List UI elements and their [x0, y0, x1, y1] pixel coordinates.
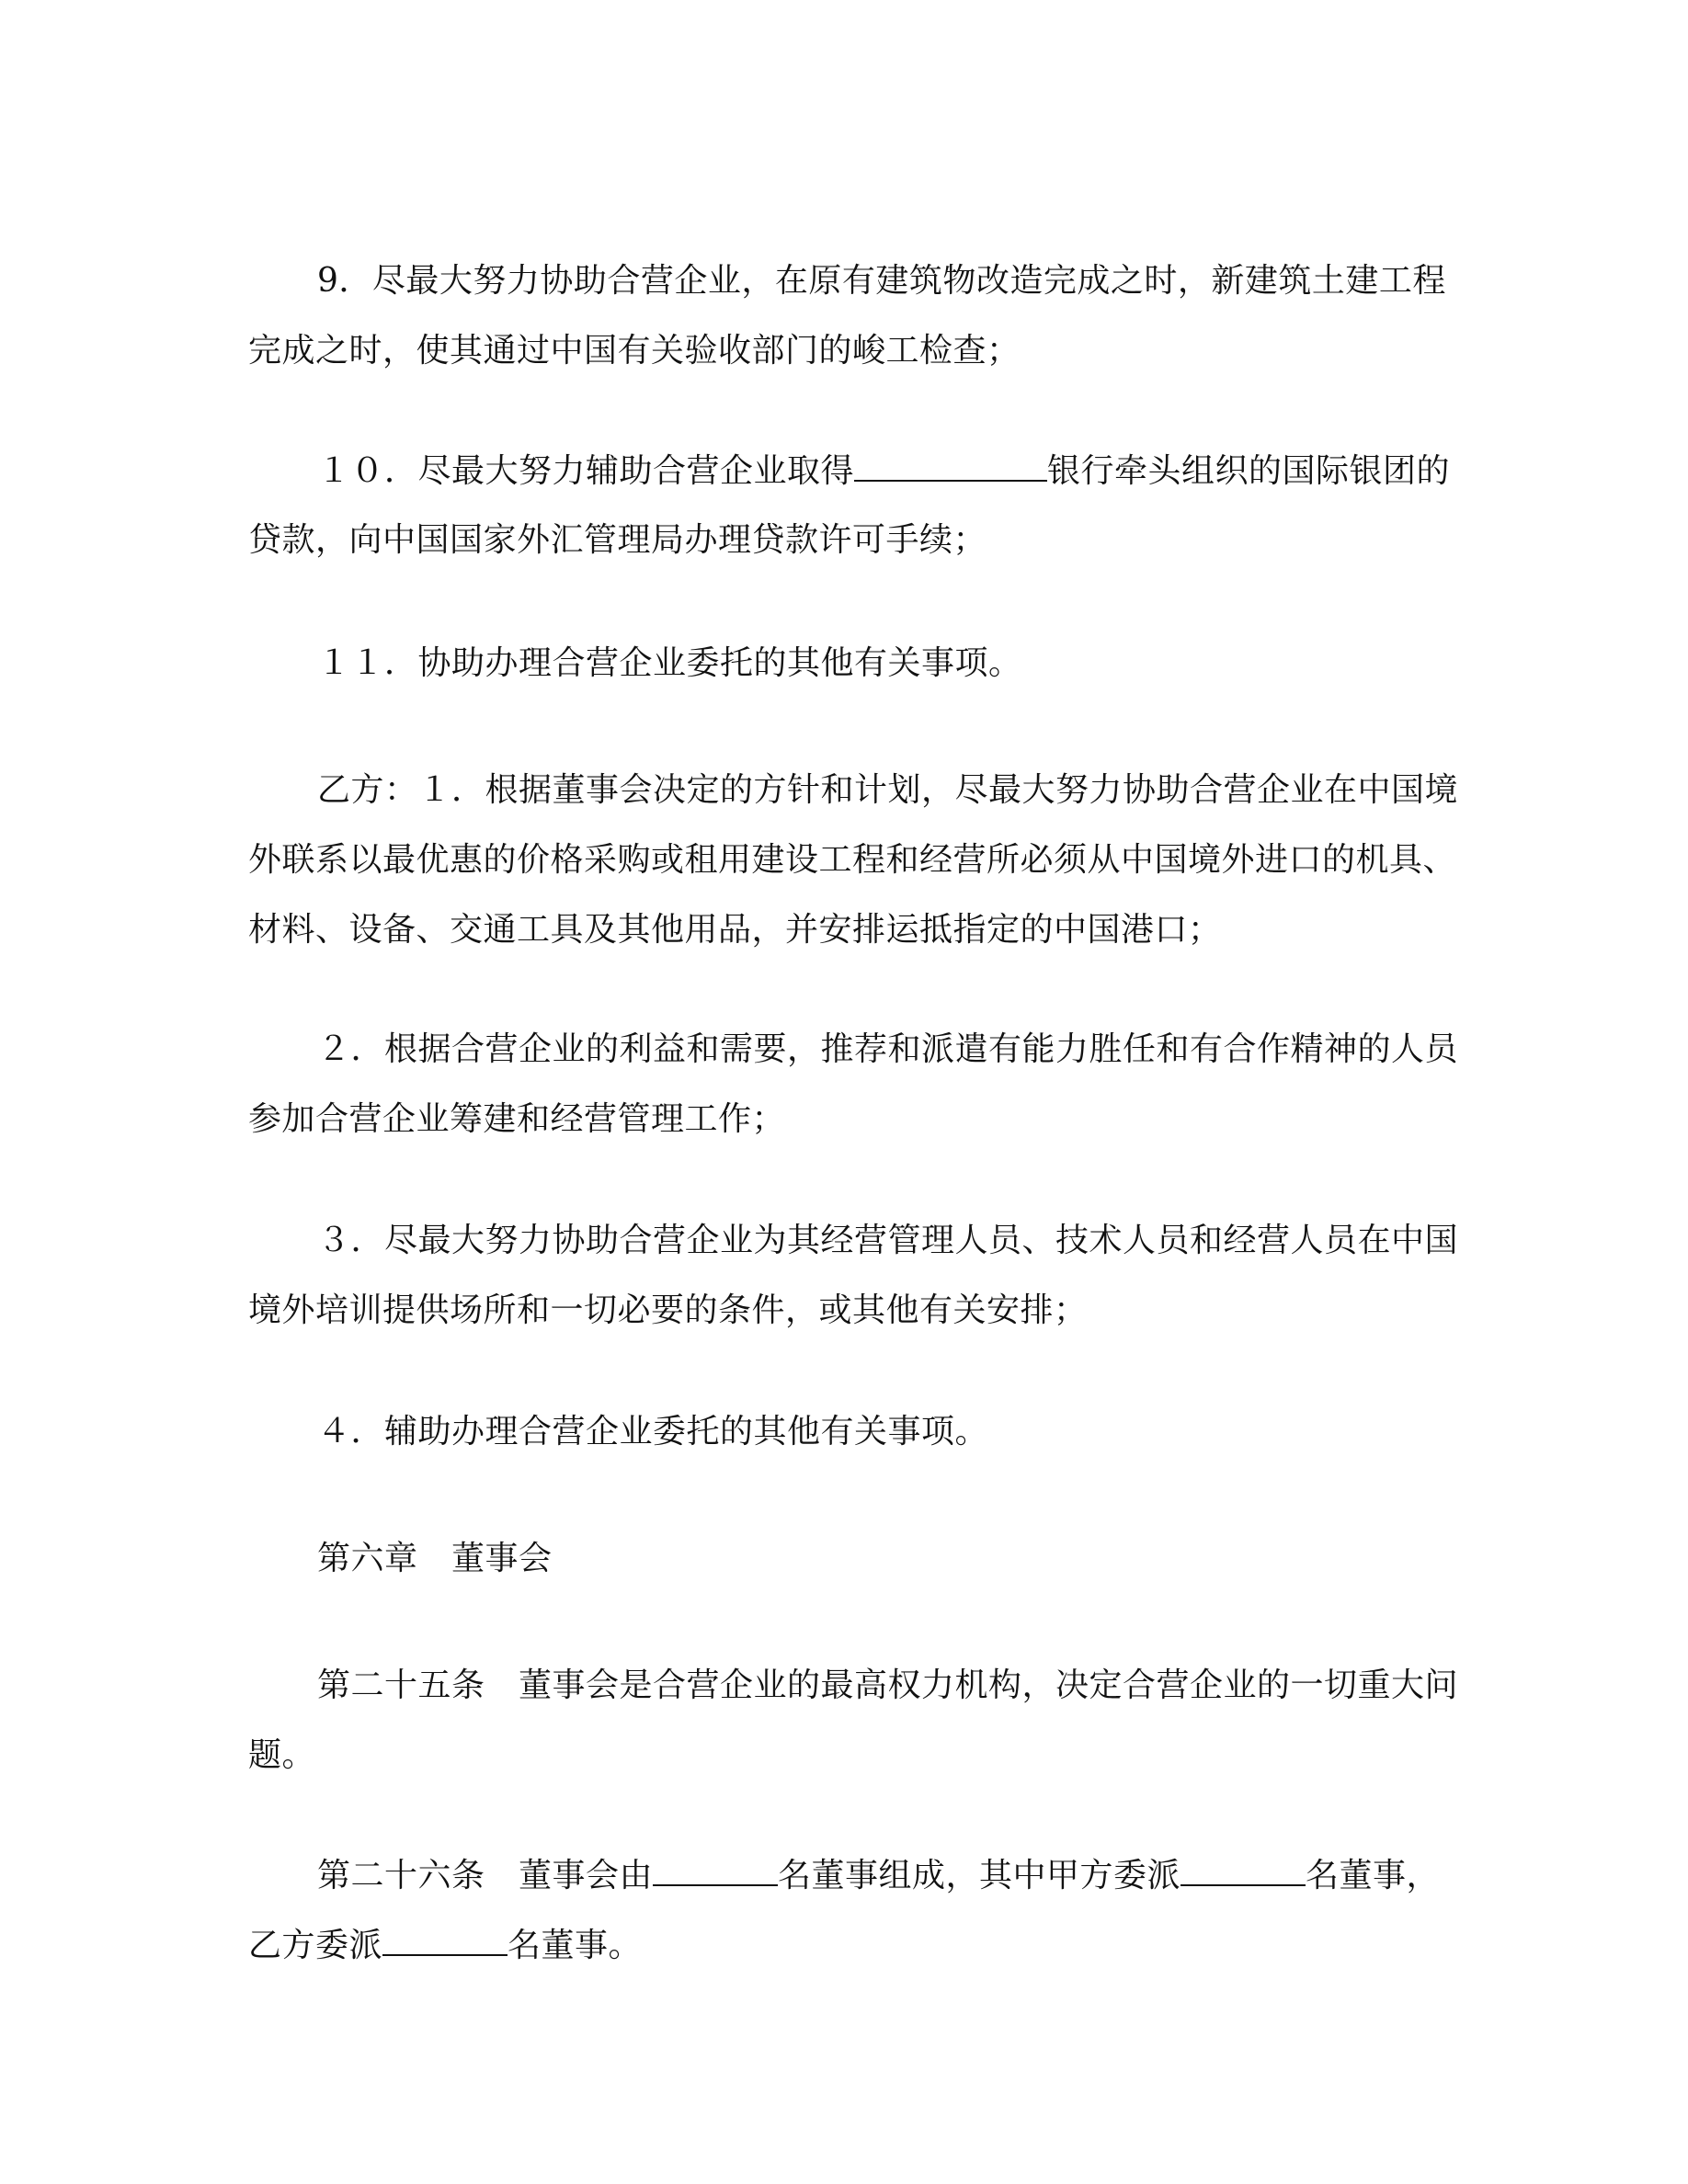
article-26-text-4: 乙方委派: [248, 1927, 383, 1964]
item-10-line-1: [317, 449, 1450, 494]
article-26-text-5: 名董事。: [508, 1927, 643, 1964]
party-b-item-2-line-2: 参加合营企业筹建和经营管理工作；: [248, 1100, 786, 1138]
party-a-directors-blank: [1180, 1853, 1306, 1886]
article-26-text-3: 名董事，: [1306, 1857, 1441, 1894]
article-26-text-2: 名董事组成，其中甲方委派: [778, 1857, 1181, 1894]
party-b-item-1-line-1: 乙方：１．根据董事会决定的方针和计划，尽最大努力协助合营企业在中国境: [317, 771, 1459, 809]
party-b-item-2-line-1: ２．根据合营企业的利益和需要，推荐和派遣有能力胜任和有合作精神的人员: [317, 1030, 1459, 1068]
item-9-line-1: 9．尽最大努力协助合营企业，在原有建筑物改造完成之时，新建筑土建工程: [317, 262, 1446, 300]
article-26-line-1: [317, 1853, 1440, 1898]
party-b-item-1-line-2: 外联系以最优惠的价格采购或租用建设工程和经营所必须从中国境外进口的机具、: [248, 841, 1457, 879]
item-9-line-2: 完成之时，使其通过中国有关验收部门的峻工检查；: [248, 332, 1021, 370]
party-b-item-3-line-2: 境外培训提供场所和一切必要的条件，或其他有关安排；: [248, 1291, 1088, 1329]
item-11-line-1: １１．协助办理合营企业委托的其他有关事项。: [317, 644, 1022, 682]
item-10-line-2: 贷款，向中国国家外汇管理局办理贷款许可手续；: [248, 521, 987, 559]
party-b-item-3-line-1: ３．尽最大努力协助合营企业为其经营管理人员、技术人员和经营人员在中国: [317, 1222, 1459, 1259]
party-b-directors-blank: [382, 1923, 508, 1956]
item-10-bank-blank: [854, 449, 1047, 482]
total-directors-blank: [653, 1853, 778, 1886]
chapter-6-heading: 第六章 董事会: [317, 1540, 553, 1577]
item-10-text-before-blank: １０．尽最大努力辅助合营企业取得: [317, 452, 855, 490]
party-b-item-1-line-3: 材料、设备、交通工具及其他用品，并安排运抵指定的中国港口；: [248, 911, 1222, 949]
item-10-text-after-blank: 银行牵头组织的国际银团的: [1047, 452, 1451, 490]
article-26-line-2: [248, 1923, 642, 1968]
article-25-line-1: 第二十五条 董事会是合营企业的最高权力机构，决定合营企业的一切重大问: [317, 1666, 1459, 1704]
article-26-text-1: 第二十六条 董事会由: [317, 1857, 654, 1894]
party-b-item-4-line-1: ４．辅助办理合营企业委托的其他有关事项。: [317, 1413, 989, 1450]
article-25-line-2: 题。: [248, 1736, 316, 1774]
